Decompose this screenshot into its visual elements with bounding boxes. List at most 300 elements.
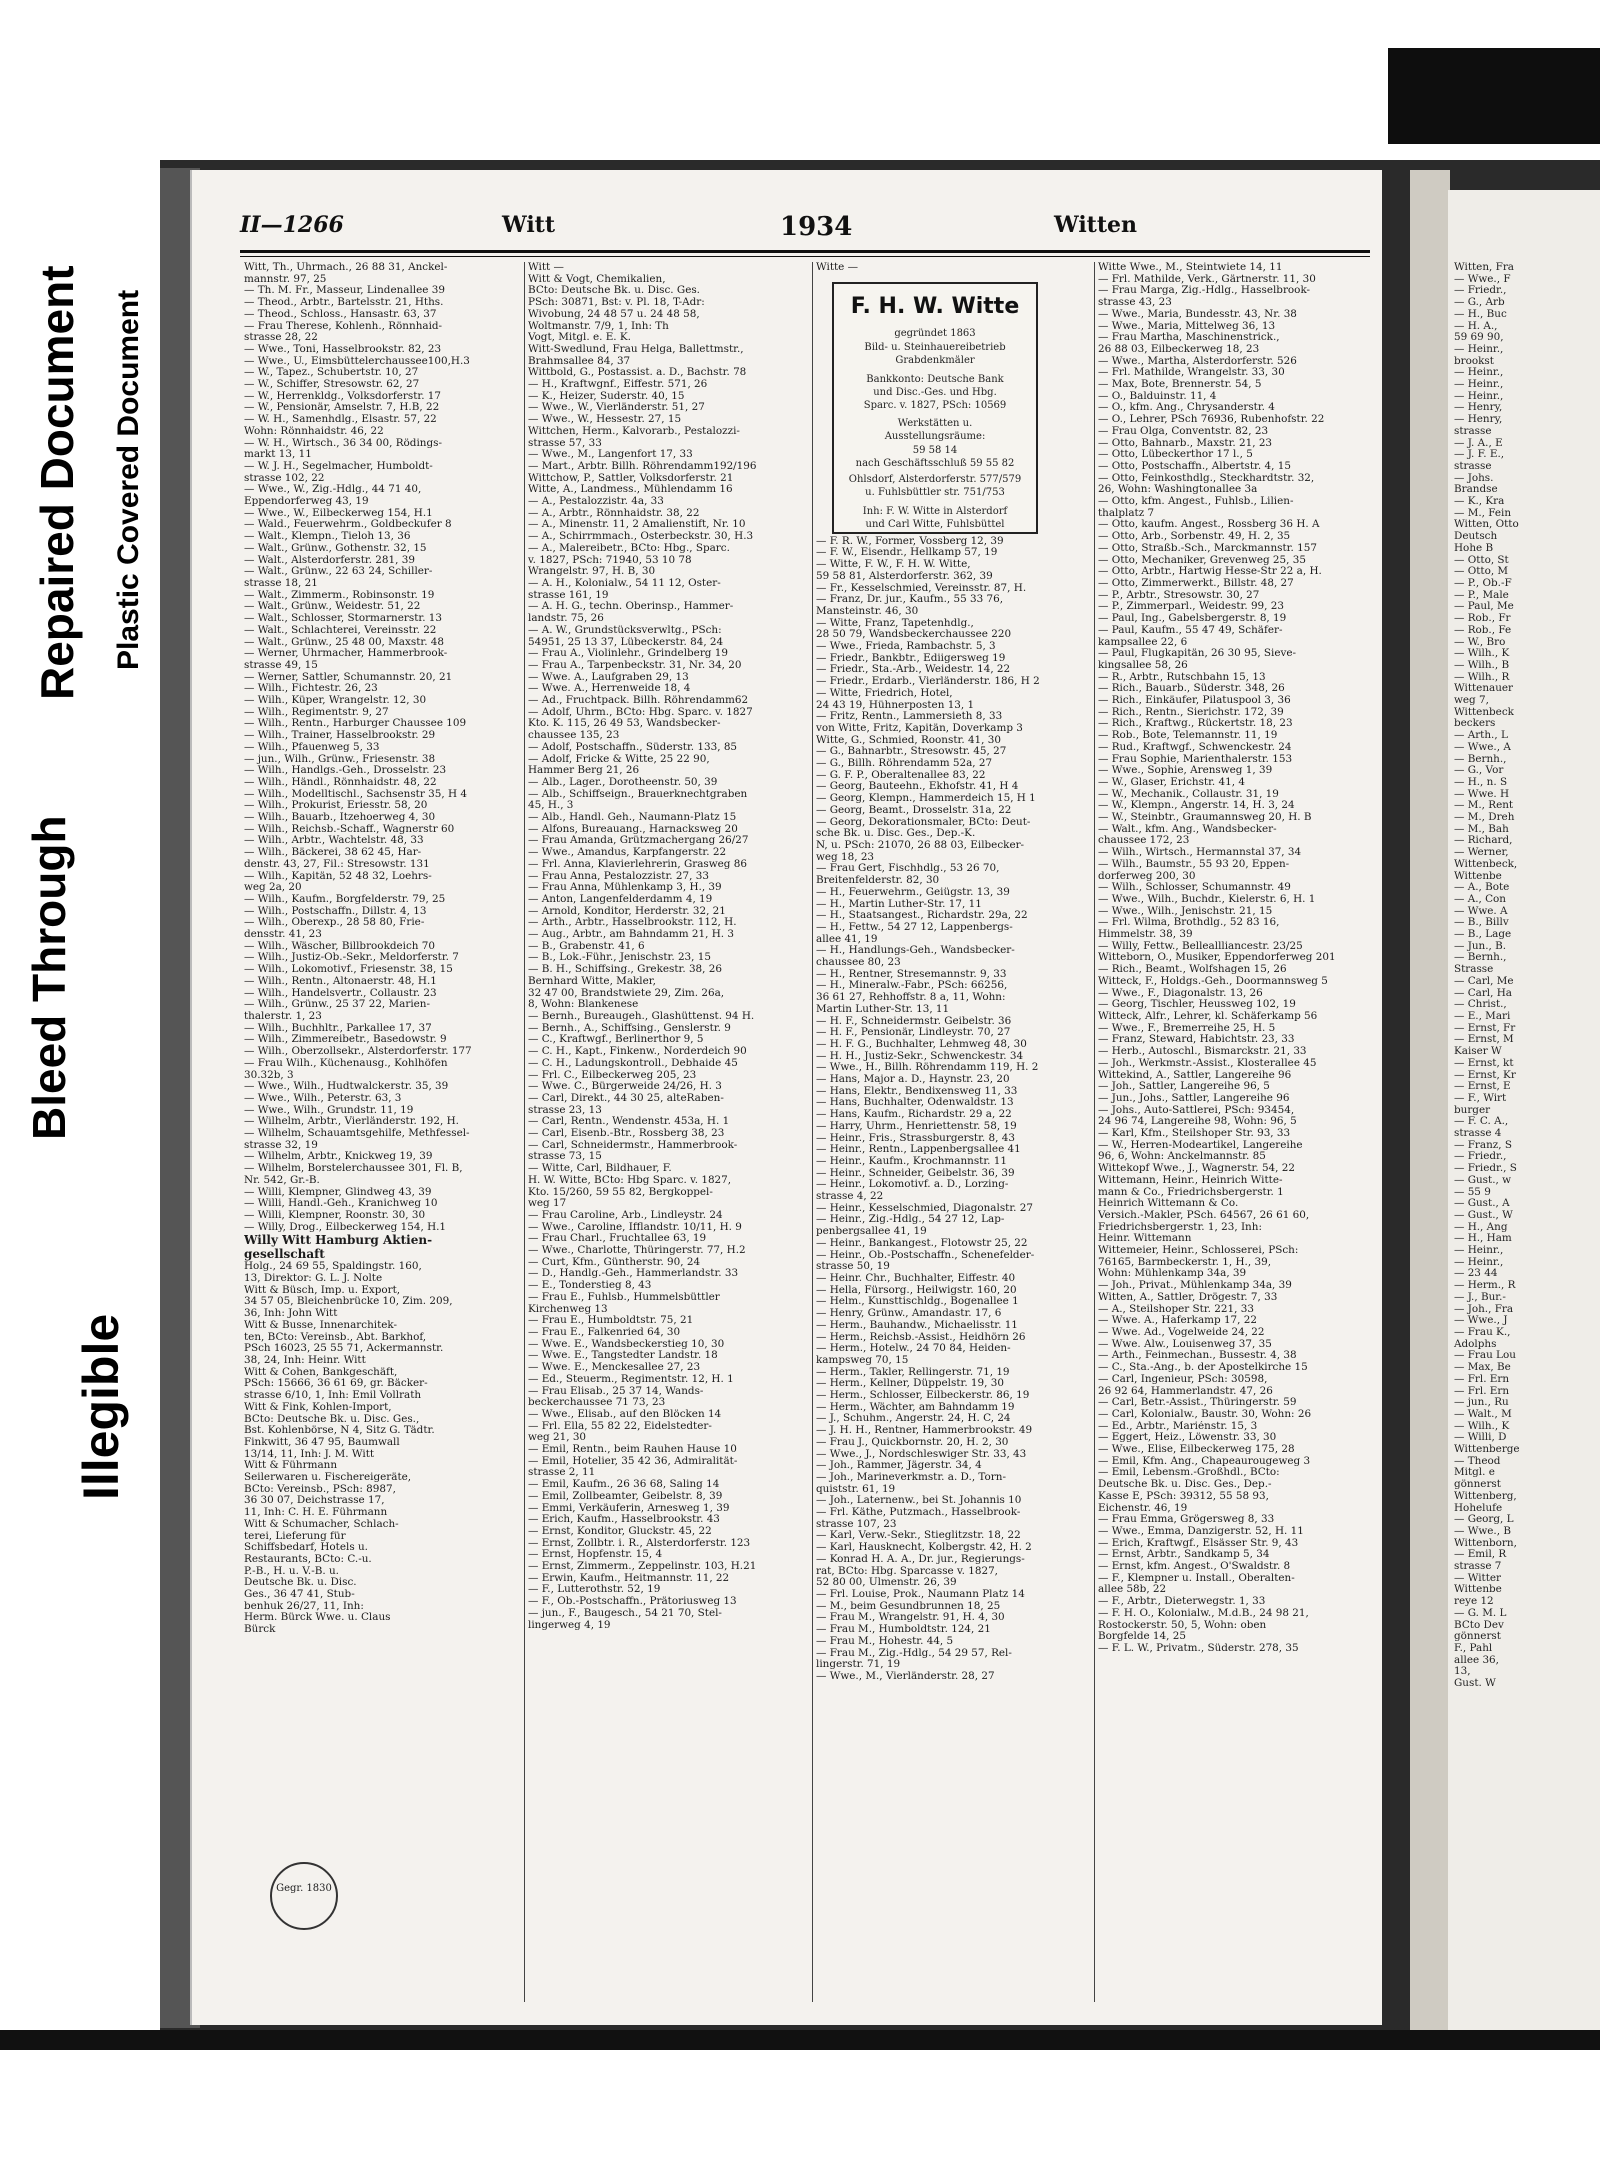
directory-entry: — Willi, Klempner, Roonstr. 30, 30 — [244, 1209, 426, 1221]
adjacent-page-line: — M., Fein — [1454, 506, 1512, 519]
directory-entry: benhuk 26/27, 11, Inh: — [244, 1600, 364, 1612]
adjacent-page-line: — Wwe., A — [1454, 740, 1511, 753]
directory-entry: — Wwe., Elisab., auf den Blöcken 14 — [528, 1408, 722, 1420]
directory-entry: — Otto, Arbtr., Hartwig Hesse-Str 22 a, H. — [1098, 566, 1322, 578]
directory-entry: strasse 43, 23 — [1098, 297, 1172, 309]
adjacent-page-line: Wittenberge — [1454, 1443, 1520, 1456]
directory-entry: — Wwe., M., Langenfort 17, 33 — [528, 449, 693, 461]
directory-entry: — Joh., Marineverkmstr. a. D., Torn- — [816, 1471, 1006, 1483]
adjacent-page-line: — J., Bur.- — [1454, 1290, 1506, 1303]
directory-entry: — Carl, Kolonialw., Baustr. 30, Wohn: 26 — [1098, 1408, 1312, 1420]
directory-entry: — F. W., Eisendr., Hellkamp 57, 19 — [816, 547, 998, 559]
adjacent-page-line: beckers — [1454, 717, 1496, 730]
directory-entry: densstr. 41, 23 — [244, 929, 322, 941]
directory-entry: — Walt., Alsterdorferstr. 281, 39 — [244, 554, 415, 566]
directory-entry: — Aug., Arbtr., am Bahndamm 21, H. 3 — [528, 929, 735, 941]
directory-entry: — Wwe., W., Hessestr. 27, 15 — [528, 414, 682, 426]
directory-entry: strasse 6/10, 1, Inh: Emil Vollrath — [244, 1390, 422, 1402]
directory-entry: strasse 18, 21 — [244, 577, 318, 589]
directory-entry: — Walt., Grünw., Weidestr. 51, 22 — [244, 601, 421, 613]
directory-entry: — jun., Wilh., Grünw., Friesenstr. 38 — [244, 753, 436, 765]
directory-entry: PSch: 15666, 36 61 69, gr. Bäcker- — [244, 1378, 428, 1390]
directory-entry: — Frl. Wilma, Brothdlg., 52 83 16, — [1098, 917, 1280, 929]
directory-entry: — Wilh., Postschaffn., Dillstr. 4, 13 — [244, 905, 427, 917]
column-separator — [524, 262, 525, 2002]
directory-entry: chaussee 80, 23 — [816, 957, 901, 969]
adjacent-page-line: — 55 9 — [1454, 1185, 1491, 1198]
ad-line: und Carl Witte, Fuhlsbüttel — [865, 519, 1005, 530]
directory-entry: strasse 32, 19 — [244, 1139, 318, 1151]
directory-entry: Borgfelde 14, 25 — [1098, 1631, 1186, 1643]
directory-entry: Wrangelstr. 97, H. B, 30 — [528, 566, 656, 578]
directory-entry: — Wwe. E., Menckesallee 27, 23 — [528, 1362, 701, 1374]
directory-entry: — Ernst, Konditor, Gluckstr. 45, 22 — [528, 1525, 712, 1537]
directory-entry: 38, 24, Inh: Heinr. Witt — [244, 1354, 366, 1366]
adjacent-page-line: — Rob., Fe — [1454, 623, 1512, 636]
directory-entry: — Frau A., Tarpenbeckstr. 31, Nr. 34, 20 — [528, 659, 742, 671]
directory-entry: lingerweg 4, 19 — [528, 1619, 611, 1631]
directory-entry: — Carl, Direkt., 44 30 25, alteRaben- — [528, 1092, 724, 1104]
directory-entry: allee 41, 19 — [816, 933, 878, 945]
directory-entry: — Alb., Schiffseign., Brauerknechtgraben — [528, 788, 748, 800]
adjacent-page — [1448, 190, 1600, 2030]
directory-entry: — Rich., Rentn., Sierichstr. 172, 39 — [1098, 706, 1284, 718]
directory-entry: strasse 2, 11 — [528, 1467, 596, 1479]
directory-entry: — A., Steilshoper Str. 221, 33 — [1098, 1303, 1254, 1315]
directory-entry: — Otto, Arb., Sorbenstr. 49, H. 2, 35 — [1098, 531, 1291, 543]
column-1 — [244, 262, 524, 2002]
directory-entry: — Walt., Grünw., 22 63 24, Schiller- — [244, 566, 433, 578]
adjacent-page-line: strasse — [1454, 459, 1492, 472]
directory-entry: — Herm., Kellner, Düppelstr. 19, 30 — [816, 1378, 1004, 1390]
directory-entry: Kirchenweg 13 — [528, 1303, 608, 1315]
directory-entry: mannstr. 97, 25 — [244, 273, 327, 285]
directory-entry: — Otto, kfm. Angest., Fuhlsb., Lilien- — [1098, 496, 1294, 508]
directory-entry: — P., Arbtr., Stresowstr. 30, 27 — [1098, 589, 1260, 601]
adjacent-page-line: — jun., Ru — [1454, 1396, 1509, 1409]
directory-entry: — H. H., Justiz-Sekr., Schwenckestr. 34 — [816, 1050, 1024, 1062]
directory-entry: — Curt, Kfm., Güntherstr. 90, 24 — [528, 1256, 701, 1268]
directory-entry: — Wilh., Bäckerei, 38 62 45, Har- — [244, 847, 422, 859]
seal-text: Gegr. 1830 — [276, 1883, 332, 1894]
adjacent-page-line: — Franz, S — [1454, 1138, 1512, 1151]
directory-entry: Bernhard Witte, Makler, — [528, 975, 656, 987]
directory-entry: Bürck — [244, 1624, 276, 1636]
ad-title: F. H. W. Witte — [850, 294, 1020, 319]
directory-entry: — Wwe., Sophie, Arensweg 1, 39 — [1098, 765, 1273, 777]
directory-entry: Martin Luther-Str. 13, 11 — [816, 1003, 950, 1015]
directory-entry: Rostockerstr. 50, 5, Wohn: oben — [1098, 1619, 1267, 1631]
directory-entry: — Wilh., Reichsb.-Schaff., Wagnerstr 60 — [244, 823, 455, 835]
directory-entry: strasse 4, 22 — [816, 1191, 884, 1203]
directory-entry: — Heinr., Kesselschmied, Diagonalstr. 27 — [816, 1202, 1033, 1214]
directory-entry: — Walt., Schlosser, Stormarnerstr. 13 — [244, 613, 443, 625]
directory-entry: Restaurants, BCto: C.-u. — [244, 1553, 372, 1565]
directory-entry: — H. F. G., Buchhalter, Lehmweg 48, 30 — [816, 1038, 1027, 1050]
directory-entry: weg 18, 23 — [816, 851, 875, 863]
column-separator — [812, 262, 813, 2002]
directory-entry: — Wwe., F., Bremerreihe 25, H. 5 — [1098, 1022, 1276, 1034]
directory-entry: — Ernst, kfm. Angest., O'Swaldstr. 8 — [1098, 1561, 1291, 1573]
adjacent-page-line: BCto Dev — [1454, 1618, 1504, 1631]
directory-entry: — Wwe., Wilh., Grundstr. 11, 19 — [244, 1104, 414, 1116]
directory-entry: — Georg, Beamt., Drosselstr. 31a, 22 — [816, 804, 1012, 816]
directory-entry: Witte, A., Landmess., Mühlendamm 16 — [528, 484, 733, 496]
directory-entry: — Frau Olga, Conventstr. 82, 23 — [1098, 425, 1269, 437]
directory-entry: Witt — — [528, 262, 564, 273]
directory-entry: — Georg, Klempn., Hammerdeich 15, H 1 — [816, 793, 1036, 805]
adjacent-page-line: reye 12 — [1454, 1595, 1494, 1608]
directory-entry: — Wilhelm, Borstelerchaussee 301, Fl. B, — [244, 1163, 463, 1175]
directory-entry: — H., Feuerwehrm., Geiügstr. 13, 39 — [816, 886, 1010, 898]
directory-entry: Willy Witt Hamburg Aktien- — [244, 1233, 433, 1248]
directory-entry: — Wwe. Alw., Louisenweg 37, 35 — [1098, 1338, 1272, 1350]
directory-entry: — Frau Marga, Zig.-Hdlg., Hasselbrook- — [1098, 285, 1311, 297]
directory-entry: — Emil, Kaufm., 26 36 68, Saling 14 — [528, 1479, 720, 1491]
directory-entry: — Otto, Mechaniker, Grevenweg 25, 35 — [1098, 554, 1306, 566]
directory-entry: — Alb., Handl. Geh., Naumann-Platz 15 — [528, 812, 737, 824]
book-spine — [1410, 170, 1450, 2030]
directory-entry: — H., Rentner, Stresemannstr. 9, 33 — [816, 968, 1007, 980]
adjacent-page-line: — Heinr., — [1454, 1244, 1504, 1257]
page-code: II—1266 — [240, 212, 344, 238]
directory-entry: 26, Wohn: Washingtonallee 3a — [1098, 484, 1258, 496]
adjacent-page-line: — Rob., Fr — [1454, 612, 1511, 625]
directory-entry: — Wwe., Wilh., Buchdr., Kielerstr. 6, H. 1 — [1098, 893, 1316, 905]
ad-line: Bankkonto: Deutsche Bank — [866, 374, 1004, 385]
directory-entry: — Wwe., W., Zig.-Hdlg., 44 71 40, — [244, 484, 422, 496]
directory-entry: strasse 50, 19 — [816, 1261, 890, 1273]
directory-entry: — Wwe., U., Eimsbüttelerchaussee100,H.3 — [244, 355, 470, 367]
directory-entry: — Otto, Feinkosthdlg., Steckhardtstr. 32, — [1098, 472, 1315, 484]
scanner-corner — [1388, 48, 1600, 144]
directory-entry: — Wilh., Justiz-Ob.-Sekr., Meldorferstr. 7 — [244, 952, 459, 964]
directory-entry: Eppendorferweg 43, 19 — [244, 496, 369, 508]
directory-entry: — Henry, Grünw., Amandastr. 17, 6 — [816, 1308, 1002, 1320]
adjacent-page-line: — J. A., E — [1454, 436, 1503, 449]
directory-entry: — Ernst, Hopfenstr. 15, 4 — [528, 1549, 663, 1561]
directory-entry: — Frau E., Falkenried 64, 30 — [528, 1326, 681, 1338]
directory-entry: — Willi, Handl.-Geh., Kranichweg 10 — [244, 1198, 438, 1210]
directory-entry: dorferweg 200, 30 — [1098, 870, 1196, 882]
directory-entry: — A. W., Grundstücksverwltg., PSch: — [528, 624, 722, 636]
directory-entry: — Georg, Bauteehn., Ekhofstr. 41, H 4 — [816, 781, 1019, 793]
adjacent-page-line: Wittenbe — [1454, 1583, 1502, 1596]
directory-entry: — C. H., Kapt., Finkenw., Norderdeich 90 — [528, 1046, 747, 1058]
directory-entry: Witt & Fink, Kohlen-Import, — [244, 1401, 392, 1413]
directory-entry: lingerstr. 71, 19 — [816, 1659, 901, 1671]
directory-entry: — Wilh., Wirtsch., Hermannstal 37, 34 — [1098, 847, 1302, 859]
adjacent-page-line: — Ernst, E — [1454, 1080, 1511, 1093]
directory-entry: 54951, 25 13 37, Lübeckerstr. 84, 24 — [528, 636, 724, 648]
directory-entry: — Wilhelm, Arbtr., Knickweg 19, 39 — [244, 1151, 433, 1163]
directory-entry: — Frau Charl., Fruchtallee 63, 19 — [528, 1233, 707, 1245]
directory-entry: — W., Klempn., Angerstr. 14, H. 3, 24 — [1098, 800, 1295, 812]
directory-entry: — Wilh., Buchhltr., Parkallee 17, 37 — [244, 1022, 432, 1034]
directory-entry: — Adolf, Postschaffn., Süderstr. 133, 85 — [528, 741, 738, 753]
directory-entry: — Herm., Bauhandw., Michaelisstr. 11 — [816, 1319, 1018, 1331]
directory-entry: Kto. K. 115, 26 49 53, Wandsbecker- — [528, 718, 721, 730]
header-rule — [240, 250, 1370, 253]
directory-entry: Witteck, Alfr., Lehrer, kl. Schäferkamp 56 — [1098, 1011, 1318, 1022]
directory-entry: — Heinr., Kaufm., Krochmannstr. 11 — [816, 1155, 1007, 1167]
bottom-margin — [0, 2050, 1600, 2177]
directory-entry: — Arth., Feinmechan., Bussestr. 4, 38 — [1098, 1350, 1297, 1362]
directory-entry: — A. H. G., techn. Oberinsp., Hammer- — [528, 601, 734, 613]
directory-entry: — J. H. H., Rentner, Hammerbrookstr. 49 — [816, 1425, 1033, 1437]
directory-entry: — H., Staatsangest., Richardstr. 29a, 22 — [816, 910, 1028, 922]
adjacent-page-line: — Wwe. A — [1454, 904, 1508, 917]
directory-entry: 26 92 64, Hammerlandstr. 47, 26 — [1098, 1385, 1273, 1397]
directory-entry: 59 58 81, Alsterdorferstr. 362, 39 — [816, 570, 993, 582]
adjacent-page-line: — Frau Lou — [1454, 1349, 1516, 1362]
directory-entry: Wittchen, Herm., Kalvorarb., Pestalozzi- — [528, 425, 740, 437]
header-right-word: Witten — [1054, 212, 1137, 238]
column-2 — [528, 262, 808, 2002]
directory-entry: — Herm., Reichsb.-Assist., Heidhörn 26 — [816, 1331, 1026, 1343]
adjacent-page-line: — G., Vor — [1454, 764, 1504, 777]
directory-entry: Wohn: Rönnhaidstr. 46, 22 — [244, 425, 384, 437]
adjacent-page-line: — H., n. S — [1454, 775, 1508, 788]
directory-entry: — D., Handlg.-Geh., Hammerlandstr. 33 — [528, 1268, 739, 1280]
directory-entry: — Max, Bote, Brennerstr. 54, 5 — [1098, 379, 1262, 391]
directory-entry: — F., Arbtr., Dieterwegstr. 1, 33 — [1098, 1596, 1266, 1608]
directory-entry: — Willy, Drog., Eilbeckerweg 154, H.1 — [244, 1221, 447, 1233]
adjacent-page-line: — F., Wirt — [1454, 1091, 1507, 1104]
directory-entry: — Rich., Beamt., Wolfshagen 15, 26 — [1098, 964, 1287, 976]
directory-entry: — Wwe., Amandus, Karpfangerstr. 22 — [528, 847, 727, 859]
directory-entry: — Wilh., Grünw., 25 37 22, Marien- — [244, 999, 431, 1011]
directory-entry: mann & Co., Friedrichsbergerstr. 1 — [1098, 1186, 1284, 1198]
directory-entry: strasse 23, 13 — [528, 1104, 602, 1116]
top-margin — [0, 0, 1600, 48]
directory-entry: — Wwe., Wilh., Hudtwalckerstr. 35, 39 — [244, 1081, 449, 1093]
directory-entry: — W., Herren-Modeartikel, Langereihe — [1098, 1139, 1303, 1151]
directory-entry: landstr. 75, 26 — [528, 613, 604, 625]
directory-entry: — G., Billh. Röhrendamm 52a, 27 — [816, 758, 993, 770]
directory-entry: 28 50 79, Wandsbeckerchaussee 220 — [816, 629, 1012, 641]
adjacent-page-line: — A., Bote — [1454, 881, 1510, 894]
adjacent-page-line: Witten, Fra — [1454, 261, 1514, 273]
directory-entry: — A., Malereibetr., BCto: Hbg., Sparc. — [528, 542, 730, 554]
adjacent-page-line: — Wilh., K — [1454, 1419, 1510, 1432]
directory-entry: — Joh., Laternenw., bei St. Johannis 10 — [816, 1495, 1022, 1507]
company-seal — [270, 1862, 338, 1930]
directory-entry: — W., Schiffer, Stresowstr. 62, 27 — [244, 379, 420, 391]
directory-entry: — Arth., Arbtr., Hasselbrookstr. 112, H. — [528, 917, 737, 929]
directory-entry: — Wald., Feuerwehrm., Goldbeckufer 8 — [244, 519, 452, 531]
adjacent-page-line: — B., Lage — [1454, 928, 1512, 941]
directory-entry: — Herm., Schlosser, Eilbeckerstr. 86, 19 — [816, 1390, 1030, 1402]
directory-entry: — O., kfm. Ang., Chrysanderstr. 4 — [1098, 402, 1275, 414]
directory-entry: — Wwe. E., Tangstedter Landstr. 18 — [528, 1350, 718, 1362]
adjacent-page-line: gönnerst — [1454, 1630, 1501, 1643]
directory-entry: Witt & Führmann — [244, 1460, 338, 1472]
directory-entry: — Otto, Postschaffn., Albertstr. 4, 15 — [1098, 460, 1291, 472]
directory-entry: — Wilh., Arbtr., Wachtelstr. 48, 33 — [244, 835, 424, 847]
adjacent-page-line: — Werner, — [1454, 846, 1509, 859]
directory-entry: penbergsallee 41, 19 — [816, 1226, 927, 1238]
directory-entry: — Joh., Sattler, Langereihe 96, 5 — [1098, 1081, 1270, 1093]
adjacent-page-line: — Walt., M — [1454, 1407, 1512, 1420]
adjacent-page-line: Hohelufe — [1454, 1501, 1503, 1514]
directory-entry: Witteborn, O., Musiker, Eppendorferweg 201 — [1098, 952, 1336, 964]
adjacent-page-line: — Otto, St — [1454, 553, 1509, 566]
adjacent-page-line: — Heinr., — [1454, 389, 1504, 402]
directory-entry: — Wwe., Emma, Danzigerstr. 52, H. 11 — [1098, 1525, 1304, 1537]
adjacent-page-line: — Willi, D — [1454, 1431, 1507, 1444]
directory-entry: — Wilh., Händl., Rönnhaidstr. 48, 22 — [244, 776, 437, 788]
adjacent-page-line: brookst — [1454, 354, 1494, 367]
directory-entry: BCto: Deutsche Bk. u. Disc. Ges., — [244, 1413, 420, 1425]
directory-entry: v. 1827, PSch: 71940, 53 10 78 — [528, 554, 692, 566]
directory-entry: — Carl, Betr.-Assist., Thüringerstr. 59 — [1098, 1397, 1297, 1409]
adjacent-page-line: — B., Billv — [1454, 916, 1509, 929]
directory-entry: von Witte, Fritz, Kapitän, Doverkamp 3 — [816, 722, 1023, 734]
directory-entry: Witte, G., Schmied, Roonstr. 41, 30 — [816, 734, 1001, 746]
directory-entry: — H., Mineralw.-Fabr., PSch: 66256, — [816, 980, 1008, 992]
directory-entry: — Theod., Schloss., Hansastr. 63, 37 — [244, 308, 437, 320]
adjacent-page-line: Strasse — [1454, 963, 1494, 976]
directory-entry: — Wwe. C., Bürgerweide 24/26, H. 3 — [528, 1081, 722, 1093]
directory-entry: sche Bk. u. Disc. Ges., Dep.-K. — [816, 828, 976, 840]
adjacent-page-line: — Frl. Ern — [1454, 1384, 1510, 1397]
directory-entry: PSch: 30871, Bst: v. Pl. 18, T-Adr: — [528, 297, 705, 309]
directory-entry: — Carl, Rentn., Wendenstr. 453a, H. 1 — [528, 1116, 730, 1128]
directory-entry: BCto: Vereinsb., PSch: 8987, — [244, 1483, 396, 1495]
adjacent-page-line: — Ernst, Fr — [1454, 1021, 1516, 1034]
directory-entry: — Eggert, Heiz., Löwenstr. 33, 30 — [1098, 1432, 1277, 1444]
adjacent-page-line: Witten, Otto — [1454, 518, 1519, 531]
directory-entry: — Witte, Carl, Bildhauer, F. — [528, 1163, 672, 1175]
directory-entry: 52 80 00, Ulmenstr. 26, 39 — [816, 1577, 957, 1589]
directory-entry: — M., beim Gesundbrunnen 18, 25 — [816, 1600, 1001, 1612]
directory-entry: Witt & Cohen, Bankgeschäft, — [244, 1366, 398, 1378]
directory-entry: — Rich., Einkäufer, Pilatuspool 3, 36 — [1098, 695, 1291, 707]
directory-entry: — C. H., Ladungskontroll., Debhaide 45 — [528, 1057, 738, 1069]
directory-entry: — Witte, Friedrich, Hotel, — [816, 687, 953, 699]
directory-entry: — Frau J., Quickbornstr. 20, H. 2, 30 — [816, 1436, 1009, 1448]
directory-entry: — Herm., Takler, Rellingerstr. 71, 19 — [816, 1366, 1010, 1378]
adjacent-page-line: Wittenborn, — [1454, 1536, 1517, 1549]
directory-entry: — H., Handlungs-Geh., Wandsbecker- — [816, 945, 1015, 957]
directory-entry: H. W. Witte, BCto: Hbg Sparc. v. 1827, — [528, 1174, 732, 1186]
adjacent-page-line: — Jun., B. — [1454, 939, 1507, 952]
adjacent-page-line: — E., Mari — [1454, 1010, 1511, 1022]
directory-entry: — Otto, kaufm. Angest., Rossberg 36 H. A — [1098, 519, 1320, 531]
directory-entry: — G., Bahnarbtr., Stresowstr. 45, 27 — [816, 746, 1007, 758]
directory-entry: — Paul, Kaufm., 55 47 49, Schäfer- — [1098, 624, 1283, 636]
directory-entry: Finkwitt, 36 47 95, Baumwall — [244, 1436, 400, 1448]
directory-entry: — H. F., Schneidermstr. Geibelstr. 36 — [816, 1015, 1012, 1027]
ad-line: nach Geschäftsschluß 59 55 82 — [855, 458, 1015, 469]
adjacent-page-line: — Wwe., J — [1454, 1314, 1508, 1327]
directory-entry: Witt & Vogt, Chemikalien, — [528, 273, 666, 285]
directory-entry: — Walt., Schlachterei, Vereinsstr. 22 — [244, 624, 437, 636]
directory-entry: — Emil, Rentn., beim Rauhen Hause 10 — [528, 1444, 737, 1456]
directory-entry: — Wwe., Elise, Eilbeckerweg 175, 28 — [1098, 1444, 1295, 1456]
directory-entry: — F., Lutterothstr. 52, 19 — [528, 1584, 661, 1596]
adjacent-page-line: — Wwe., F — [1454, 272, 1511, 285]
directory-entry: Deutsche Bk. u. Disc. Ges., Dep.- — [1098, 1479, 1272, 1491]
directory-entry: Witt & Büsch, Imp. u. Export, — [244, 1284, 401, 1296]
directory-entry: — Erwin, Kaufm., Heitmannstr. 11, 22 — [528, 1572, 730, 1584]
directory-entry: — Frau E., Humboldtstr. 75, 21 — [528, 1315, 694, 1327]
directory-entry: — Otto, Lübeckerthor 17 l., 5 — [1098, 449, 1253, 461]
directory-entry: — Walt., Zimmerm., Robinsonstr. 19 — [244, 589, 435, 601]
directory-entry: — C., Sta.-Ang., b. der Apostelkirche 15 — [1098, 1362, 1308, 1374]
ad-line: Ohlsdorf, Alsterdorferstr. 577/579 — [848, 474, 1022, 485]
directory-entry: — F. L. W., Privatm., Süderstr. 278, 35 — [1098, 1642, 1299, 1654]
directory-entry: kampsweg 70, 15 — [816, 1354, 909, 1366]
bleed-label: Bleed Through — [23, 815, 75, 1140]
adjacent-page-line: strasse — [1454, 424, 1492, 437]
directory-entry: — Wilh., Fichtestr. 26, 23 — [244, 683, 378, 695]
directory-entry: — Wilh., Kapitän, 52 48 32, Loehrs- — [244, 870, 432, 882]
adjacent-page-line: — G., Arb — [1454, 296, 1505, 309]
adjacent-page-line: — Wilh., B — [1454, 658, 1510, 671]
adjacent-page-line: Adolphs — [1454, 1337, 1497, 1350]
directory-entry: strasse 57, 33 — [528, 437, 602, 449]
directory-entry: — A., Arbtr., Rönnhaidstr. 38, 22 — [528, 507, 700, 519]
adjacent-page-line: — Friedr., — [1454, 1150, 1507, 1163]
directory-entry: — Anton, Langenfelderdamm 4, 19 — [528, 893, 713, 905]
directory-entry: — Frau Caroline, Arb., Lindleystr. 24 — [528, 1209, 723, 1221]
adjacent-page-line: — Georg, L — [1454, 1513, 1514, 1526]
directory-entry: 76165, Barmbeckerstr. 1, H., 39, — [1098, 1256, 1271, 1268]
directory-entry: — Adolf, Uhrm., BCto: Hbg. Sparc. v. 1827 — [528, 706, 753, 718]
directory-entry: — Alb., Lager., Dorotheenstr. 50, 39 — [528, 776, 718, 788]
directory-entry: — W., Tapez., Schubertstr. 10, 27 — [244, 367, 419, 379]
directory-entry: — O., Balduinstr. 11, 4 — [1098, 390, 1217, 402]
adjacent-page-line: Deutsch — [1454, 530, 1498, 543]
directory-entry: — Rich., Bauarb., Süderstr. 348, 26 — [1098, 683, 1285, 695]
directory-entry: — F. H. O., Kolonialw., M.d.B., 24 98 21, — [1098, 1607, 1309, 1619]
directory-entry: — F., Ob.-Postschaffn., Prätoriusweg 13 — [528, 1596, 737, 1608]
adjacent-page-line: burger — [1454, 1103, 1491, 1116]
directory-entry: Witte Wwe., M., Steintwiete 14, 11 — [1098, 262, 1283, 273]
directory-entry: 24 43 19, Hühnerposten 13, 1 — [816, 699, 975, 711]
directory-entry: — Heinr. Chr., Buchhalter, Eiffestr. 40 — [816, 1273, 1016, 1284]
directory-entry: 30.32b, 3 — [244, 1069, 294, 1081]
directory-entry: — Wilh., Baumstr., 55 93 20, Eppen- — [1098, 858, 1290, 870]
adjacent-page-line: — M., Bah — [1454, 822, 1509, 835]
directory-entry: — Erich, Kraftwgf., Elsässer Str. 9, 43 — [1098, 1537, 1299, 1549]
directory-entry: — Bernh., A., Schiffsing., Genslerstr. 9 — [528, 1022, 731, 1034]
directory-entry: — Frau Therese, Kohlenh., Rönnhaid- — [244, 320, 443, 332]
directory-entry: — Witte, F. W., F. H. W. Witte, — [816, 559, 971, 571]
adjacent-page-line: — Frau K., — [1454, 1325, 1511, 1338]
ad-line: und Disc.-Ges. und Hbg. — [873, 387, 997, 398]
directory-entry: — H., Kraftwgnf., Eiffestr. 571, 26 — [528, 379, 708, 391]
directory-entry: — Wwe., Toni, Hasselbrookstr. 82, 23 — [244, 343, 442, 355]
directory-entry: — Wilh., Kaufm., Borgfelderstr. 79, 25 — [244, 893, 446, 905]
directory-entry: Ges., 36 47 41, Stub- — [244, 1589, 355, 1601]
adjacent-page-line: Kaiser W — [1454, 1045, 1502, 1058]
adjacent-page-line: — G. M. L — [1454, 1606, 1507, 1619]
directory-entry: — Willi, Klempner, Glindweg 43, 39 — [244, 1186, 432, 1198]
adjacent-page-line: — Wilh., R — [1454, 670, 1510, 683]
directory-entry: — H. F., Pensionär, Lindleystr. 70, 27 — [816, 1027, 1011, 1039]
directory-entry: BCto: Deutsche Bk. u. Disc. Ges. — [528, 285, 700, 297]
adjacent-page-line: — H., Ang — [1454, 1220, 1508, 1233]
directory-entry: Heinrich Wittemann & Co. — [1098, 1198, 1239, 1210]
directory-entry: — W., Steinbtr., Graumannsweg 20, H. B — [1098, 812, 1312, 824]
directory-entry: — Wwe. Ad., Vogelweide 24, 22 — [1098, 1326, 1265, 1338]
directory-entry: — Fr., Kesselschmied, Vereinsstr. 87, H. — [816, 582, 1027, 594]
directory-entry: — Joh., Werkmstr.-Assist., Klosterallee 45 — [1098, 1057, 1317, 1069]
adjacent-page-line: — Herm., R — [1454, 1279, 1516, 1292]
